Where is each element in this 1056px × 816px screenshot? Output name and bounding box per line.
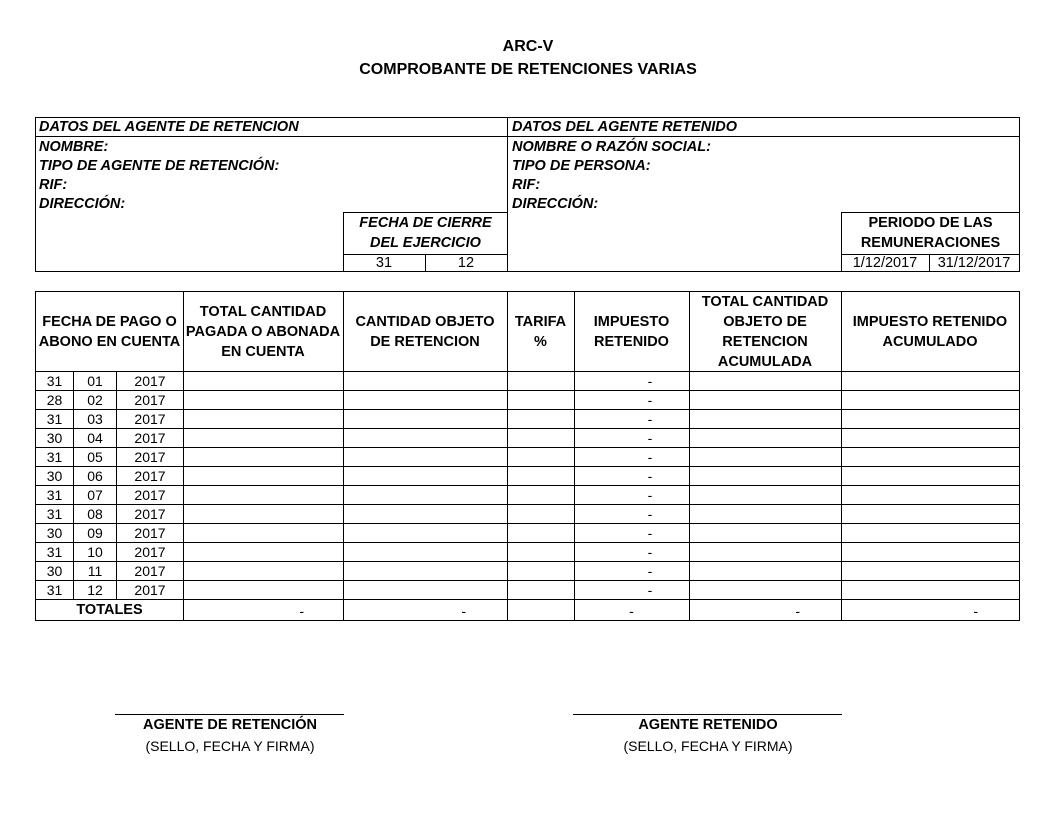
row-impuesto-retenido: -: [647, 563, 653, 579]
row-mes: 05: [87, 449, 103, 465]
row-anio: 2017: [134, 449, 166, 465]
row-anio: 2017: [134, 411, 166, 427]
row-mes: 06: [87, 468, 103, 484]
header-total-pagada: TOTAL CANTIDAD PAGADA O ABONADA EN CUENTA: [185, 304, 341, 360]
row-anio: 2017: [134, 487, 166, 503]
row-anio: 2017: [134, 544, 166, 560]
agente-retencion-header: DATOS DEL AGENTE DE RETENCION: [39, 119, 299, 135]
row-dia: 31: [46, 506, 63, 522]
row-impuesto-retenido: -: [647, 506, 653, 522]
header-tarifa: TARIFA %: [514, 314, 567, 350]
row-dia: 30: [46, 525, 63, 541]
fecha-cierre-mes: 12: [457, 255, 475, 271]
periodo-desde: 1/12/2017: [852, 255, 918, 271]
agente-retencion-nombre: NOMBRE:: [39, 139, 109, 155]
row-mes: 09: [87, 525, 103, 541]
agente-retencion-rif: RIF:: [39, 177, 68, 193]
row-anio: 2017: [134, 373, 166, 389]
row-impuesto-retenido: -: [647, 411, 653, 427]
row-anio: 2017: [134, 563, 166, 579]
grid-vline: [1019, 291, 1020, 621]
row-dia: 31: [46, 449, 63, 465]
agente-retenido-rif: RIF:: [512, 177, 541, 193]
totales-objeto-retencion: -: [461, 603, 466, 619]
signature-left-name: AGENTE DE RETENCIÓN: [142, 717, 317, 733]
row-dia: 31: [46, 411, 63, 427]
signature-line-left: [115, 714, 344, 715]
row-anio: 2017: [134, 582, 166, 598]
row-mes: 11: [87, 563, 103, 579]
agente-retenido-header: DATOS DEL AGENTE RETENIDO: [512, 119, 738, 135]
totales-label: TOTALES: [76, 602, 143, 618]
signature-right-name: AGENTE RETENIDO: [638, 717, 778, 733]
row-anio: 2017: [134, 468, 166, 484]
row-anio: 2017: [134, 506, 166, 522]
agente-retenido-nombre: NOMBRE O RAZÓN SOCIAL:: [512, 139, 711, 155]
agente-retencion-direccion: DIRECCIÓN:: [39, 196, 126, 212]
agente-retenido-direccion: DIRECCIÓN:: [512, 196, 599, 212]
fecha-cierre-dia: 31: [375, 255, 393, 271]
document-code: ARC-V: [502, 38, 554, 55]
row-anio: 2017: [134, 525, 166, 541]
row-dia: 30: [46, 468, 63, 484]
row-dia: 31: [46, 487, 63, 503]
agente-retencion-tipo: TIPO DE AGENTE DE RETENCIÓN:: [39, 158, 280, 174]
row-mes: 03: [87, 411, 103, 427]
fecha-cierre-label-1: FECHA DE CIERRE: [359, 215, 492, 231]
row-impuesto-retenido: -: [647, 525, 653, 541]
row-impuesto-retenido: -: [647, 582, 653, 598]
row-impuesto-retenido: -: [647, 373, 653, 389]
row-mes: 07: [87, 487, 103, 503]
row-mes: 02: [87, 392, 103, 408]
periodo-label-2: REMUNERACIONES: [860, 235, 1001, 251]
totales-impuesto-acumulado: -: [973, 603, 978, 619]
fecha-cierre-label-2: DEL EJERCICIO: [370, 235, 481, 251]
row-dia: 28: [46, 392, 63, 408]
row-dia: 31: [46, 373, 63, 389]
totales-objeto-acumulada: -: [795, 603, 800, 619]
row-anio: 2017: [134, 392, 166, 408]
row-mes: 10: [87, 544, 103, 560]
header-objeto-acumulada: TOTAL CANTIDAD OBJETO DE RETENCION ACUMULADA: [701, 294, 829, 370]
row-dia: 30: [46, 563, 63, 579]
row-dia: 30: [46, 430, 63, 446]
row-dia: 31: [46, 582, 63, 598]
row-mes: 01: [87, 373, 103, 389]
row-mes: 08: [87, 506, 103, 522]
header-impuesto-retenido: IMPUESTO RETENIDO: [593, 314, 670, 350]
signature-line-right: [573, 714, 842, 715]
document-title: COMPROBANTE DE RETENCIONES VARIAS: [359, 61, 697, 78]
header-impuesto-acumulado: IMPUESTO RETENIDO ACUMULADO: [852, 314, 1008, 350]
row-anio: 2017: [134, 430, 166, 446]
agente-retenido-tipo: TIPO DE PERSONA:: [512, 158, 651, 174]
header-objeto-retencion: CANTIDAD OBJETO DE RETENCION: [355, 314, 495, 350]
row-impuesto-retenido: -: [647, 544, 653, 560]
row-impuesto-retenido: -: [647, 487, 653, 503]
periodo-label-1: PERIODO DE LAS: [868, 215, 993, 231]
totales-total-pagada: -: [299, 603, 304, 619]
row-impuesto-retenido: -: [647, 392, 653, 408]
header-fecha-pago: FECHA DE PAGO O ABONO EN CUENTA: [38, 314, 181, 350]
row-dia: 31: [46, 544, 63, 560]
row-impuesto-retenido: -: [647, 430, 653, 446]
totales-impuesto-retenido: -: [629, 603, 634, 619]
periodo-hasta: 31/12/2017: [937, 255, 1011, 271]
row-mes: 12: [87, 582, 103, 598]
row-mes: 04: [87, 430, 103, 446]
row-impuesto-retenido: -: [647, 468, 653, 484]
signature-left-sub: (SELLO, FECHA Y FIRMA): [145, 738, 315, 754]
row-impuesto-retenido: -: [647, 449, 653, 465]
signature-right-sub: (SELLO, FECHA Y FIRMA): [623, 738, 793, 754]
